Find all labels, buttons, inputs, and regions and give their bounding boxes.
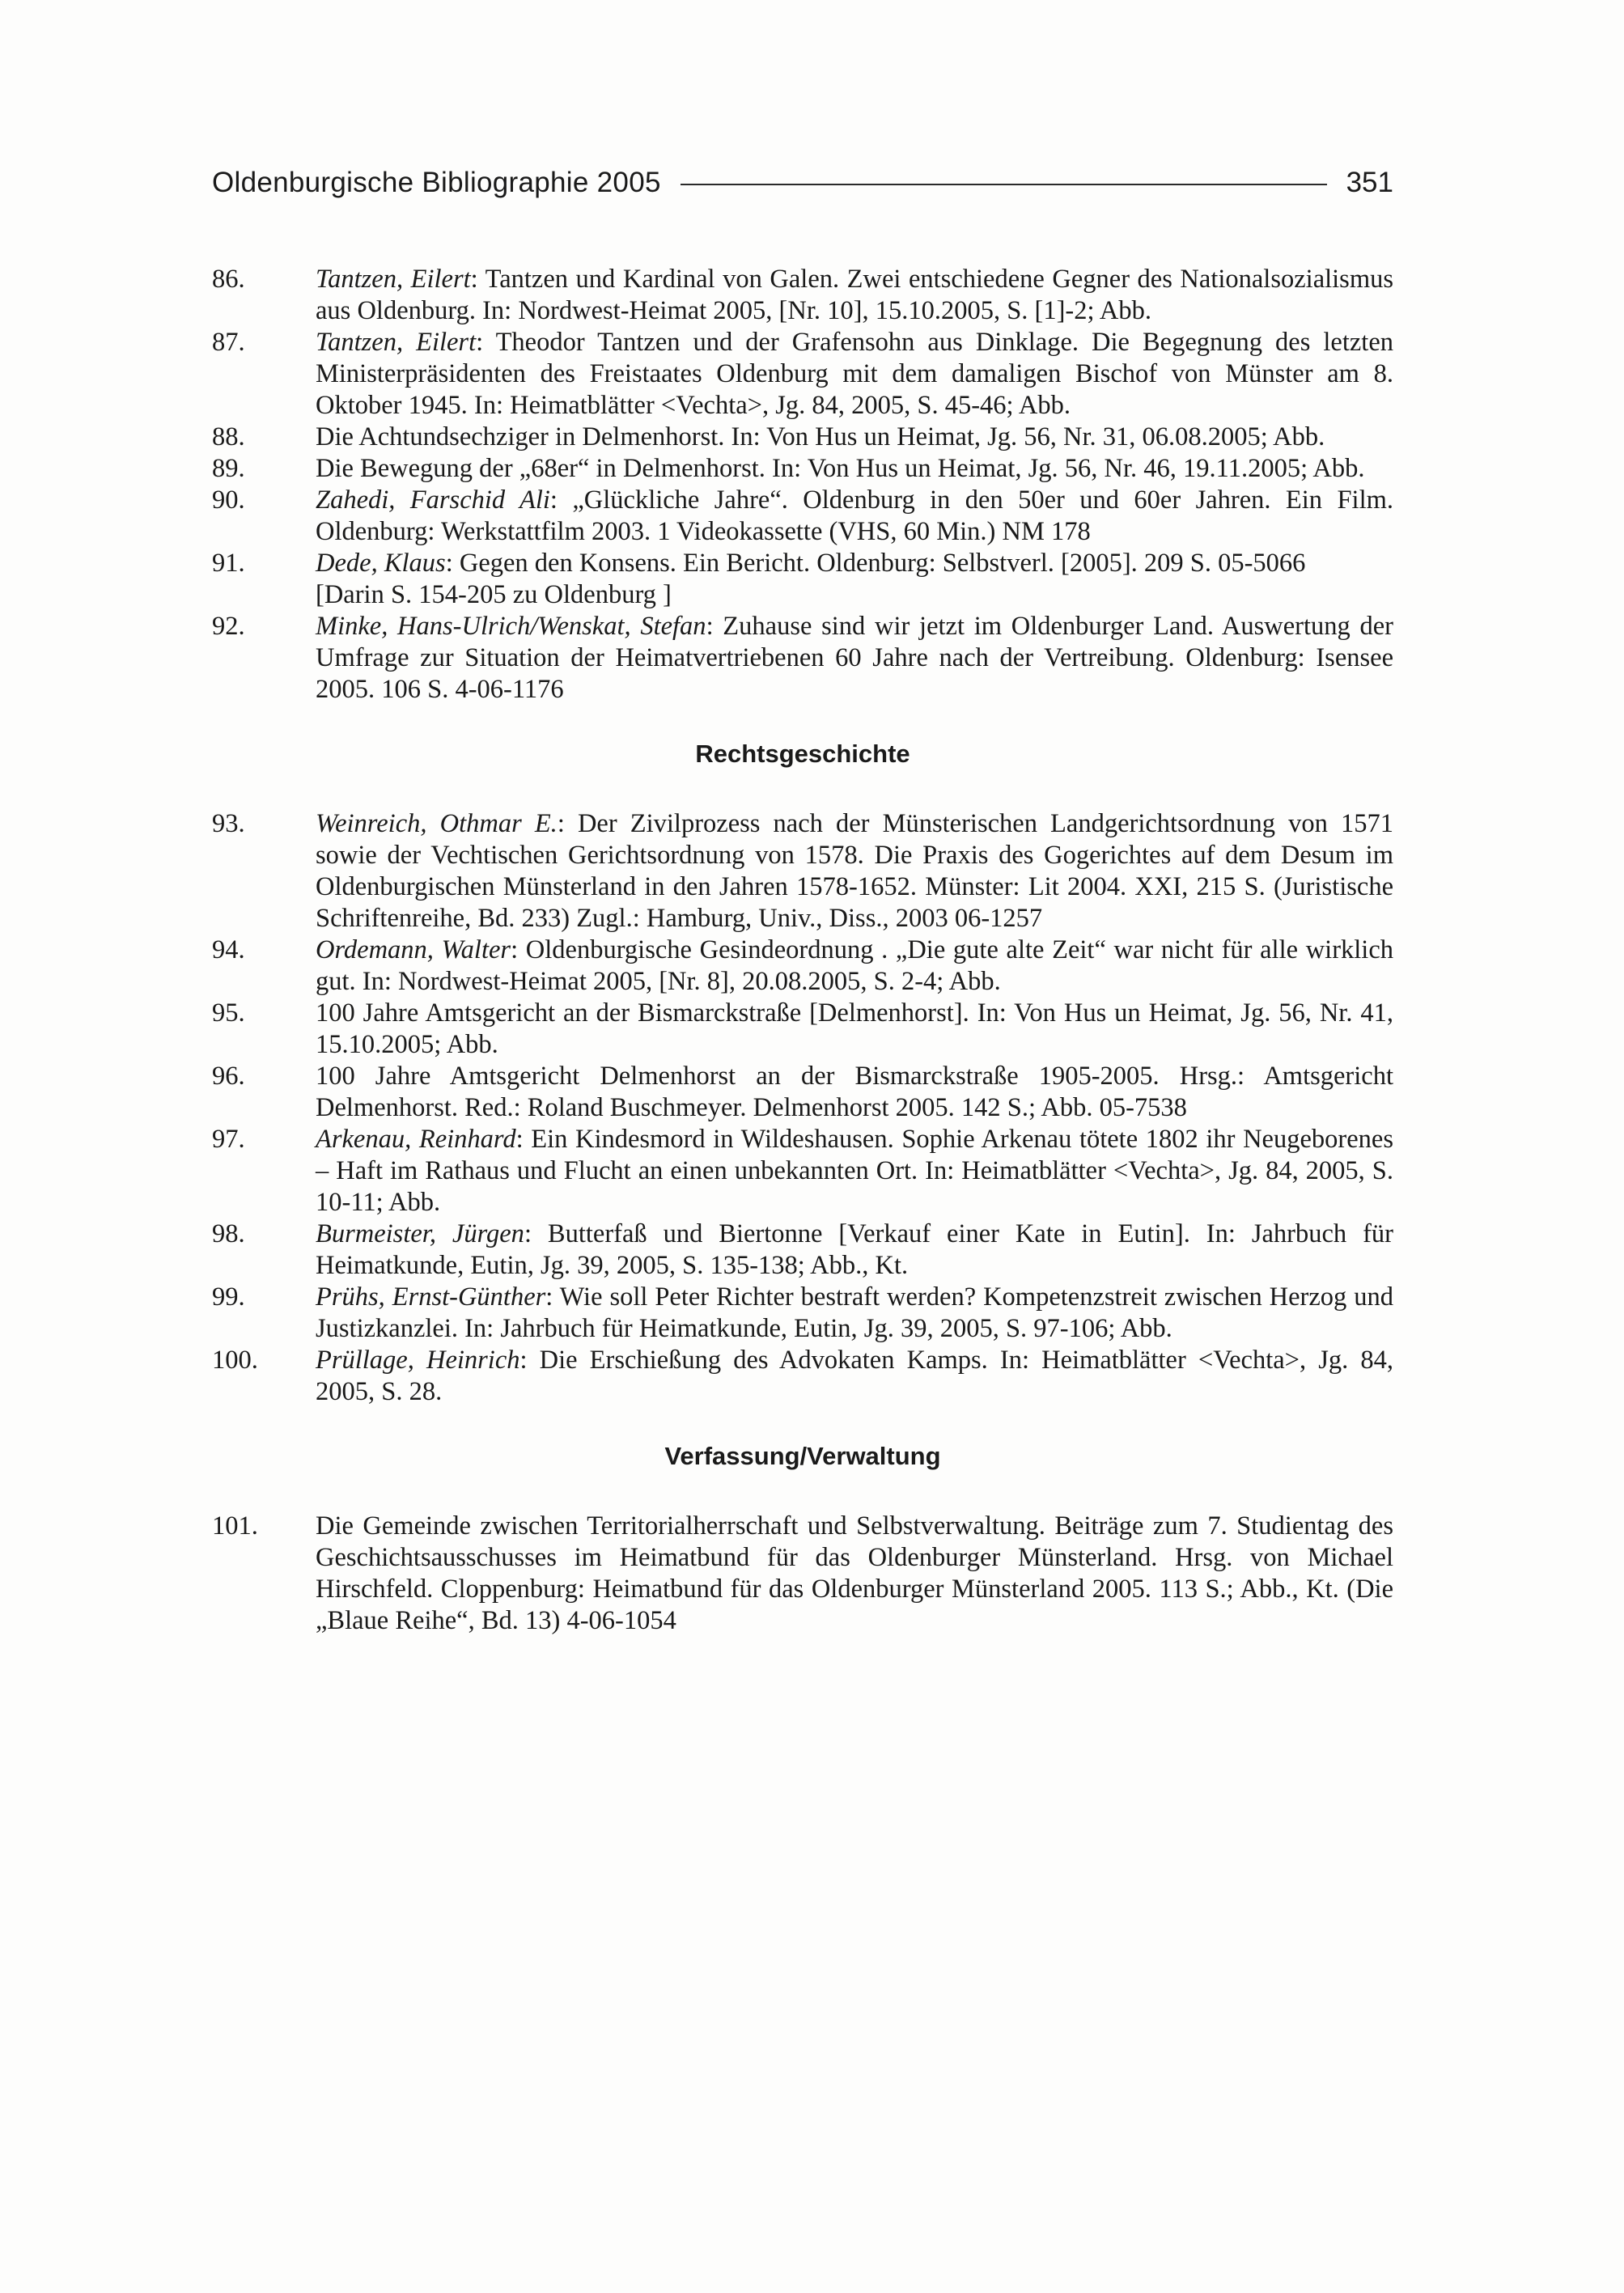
entry-citation: [316, 453, 1393, 485]
entry-body: [316, 264, 1393, 327]
entry-number: 90.: [212, 485, 245, 515]
bibliography-entry: [212, 1345, 1393, 1408]
header-rule: [681, 184, 1327, 185]
entry-citation: [316, 611, 1393, 706]
bibliography-entry: [212, 808, 1393, 935]
entry-body: [316, 935, 1393, 998]
entry-text: : Tantzen und Kardinal von Galen. Zwei entschiedene Gegner des Nationalsozialismus aus Oldenburg. In: Nordwest-Heimat 2005, [Nr. 10], 15.10.2005, S. [1]-2; Abb.: [316, 265, 1393, 325]
entry-text: : Zuhause sind wir jetzt im Oldenburger Land. Auswertung der Umfrage zur Situation der Heimatvertriebenen 60 Jahre nach der Vertreibung. Oldenburg: Isensee 2005. 106 S. 4-06-1176: [316, 612, 1393, 704]
entry-citation: [316, 548, 1393, 579]
entry-citation: [316, 935, 1393, 998]
bibliography-entry: [212, 935, 1393, 998]
bibliography-entry: [212, 327, 1393, 422]
entry-author: Burmeister, Jürgen: [316, 1219, 524, 1248]
entry-number: 99.: [212, 1282, 245, 1312]
entry-number: 101.: [212, 1511, 258, 1541]
entry-author: Minke, Hans-Ulrich/Wenskat, Stefan: [316, 612, 706, 641]
bibliography-entry: [212, 548, 1393, 611]
entry-author: Dede, Klaus: [316, 549, 446, 578]
bibliography-entry: [212, 611, 1393, 706]
entry-number: 86.: [212, 265, 245, 294]
page-number: 351: [1346, 167, 1393, 198]
entry-text: Die Achtundsechziger in Delmenhorst. In: Von Hus un Heimat, Jg. 56, Nr. 31, 06.08.2005; Abb.: [316, 422, 1325, 451]
entry-body: [316, 808, 1393, 935]
entry-text: : Theodor Tantzen und der Grafensohn aus Dinklage. Die Begegnung des letzten Ministerpräsidenten des Freistaates Oldenburg mit dem damaligen Bischof von Münster am 8. Oktober 1945. In: Heimatblätter <Vechta>, Jg. 84, 2005, S. 45-46; Abb.: [316, 328, 1393, 420]
entry-body: [316, 1219, 1393, 1282]
section-heading: Rechtsgeschichte: [695, 740, 910, 768]
entry-citation: [316, 1061, 1393, 1124]
entry-citation: [316, 422, 1393, 453]
running-header: [212, 159, 1393, 207]
bibliography-entry: [212, 1219, 1393, 1282]
entry-body: [316, 422, 1393, 453]
bibliography-entry: [212, 264, 1393, 327]
bibliography-entry: [212, 1124, 1393, 1219]
entry-body: [316, 453, 1393, 485]
bibliography-entry: [212, 1282, 1393, 1345]
entry-author: Prüllage, Heinrich: [316, 1346, 520, 1375]
entry-text: Die Gemeinde zwischen Territorialherrschaft und Selbstverwaltung. Beiträge zum 7. Studientag des Geschichtsausschusses im Heimatbund für das Oldenburger Münsterland. Hrsg. von Michael Hirschfeld. Cloppenburg: Heimatbund für das Oldenburger Münsterland 2005. 113 S.; Abb., Kt. (Die „Blaue Reihe“, Bd. 13) 4-06-1054: [316, 1511, 1393, 1635]
entry-body: [316, 485, 1393, 548]
entry-body: [316, 1061, 1393, 1124]
entry-author: Ordemann, Walter: [316, 935, 511, 964]
entry-number: 96.: [212, 1062, 245, 1091]
entry-body: [316, 611, 1393, 706]
entry-body: [316, 1124, 1393, 1219]
entry-citation: [316, 1511, 1393, 1637]
entry-text: : Ein Kindesmord in Wildeshausen. Sophie Arkenau tötete 1802 ihr Neugeborenes – Haft im Rathaus und Flucht an einen unbekannten Ort. In: Heimatblätter <Vechta>, Jg. 84, 2005, S. 10-11; Abb.: [316, 1125, 1393, 1217]
entry-number: 97.: [212, 1125, 245, 1154]
bibliography-entry: [212, 998, 1393, 1061]
entry-text: Die Bewegung der „68er“ in Delmenhorst. In: Von Hus un Heimat, Jg. 56, Nr. 46, 19.11.2005; Abb.: [316, 454, 1365, 483]
entry-author: Tantzen, Eilert: [316, 328, 477, 357]
entry-citation: [316, 1345, 1393, 1408]
entry-body: [316, 1511, 1393, 1637]
bibliography-entry: [212, 453, 1393, 485]
entry-citation: [316, 485, 1393, 548]
entry-number: 95.: [212, 998, 245, 1028]
entry-text: : Wie soll Peter Richter bestraft werden? Kompetenzstreit zwischen Herzog und Justizkanzlei. In: Jahrbuch für Heimatkunde, Eutin, Jg. 39, 2005, S. 97-106; Abb.: [316, 1282, 1393, 1343]
bibliography-entry: [212, 485, 1393, 548]
bibliography-entry: [212, 1511, 1393, 1637]
entry-text: : Die Erschießung des Advokaten Kamps. In: Heimatblätter <Vechta>, Jg. 84, 2005, S. 28.: [316, 1346, 1393, 1406]
entry-number: 100.: [212, 1346, 258, 1375]
entry-text: : Oldenburgische Gesindeordnung . „Die gute alte Zeit“ war nicht für alle wirklich gut. In: Nordwest-Heimat 2005, [Nr. 8], 20.08.2005, S. 2-4; Abb.: [316, 935, 1394, 996]
entry-citation: [316, 264, 1393, 327]
entry-author: Tantzen, Eilert: [316, 265, 471, 294]
entry-text: : Butterfaß und Biertonne [Verkauf einer Kate in Eutin]. In: Jahrbuch für Heimatkunde, Eutin, Jg. 39, 2005, S. 135-138; Abb., Kt.: [316, 1219, 1393, 1280]
entry-text: : Gegen den Konsens. Ein Bericht. Oldenburg: Selbstverl. [2005]. 209 S. 05-5066: [445, 549, 1306, 578]
entry-text: : „Glückliche Jahre“. Oldenburg in den 50er und 60er Jahren. Ein Film. Oldenburg: Werkstattfilm 2003. 1 Videokassette (VHS, 60 Min.) NM 178: [316, 485, 1393, 546]
entry-author: Weinreich, Othmar E.: [316, 809, 558, 838]
entry-number: 92.: [212, 612, 245, 641]
entry-number: 89.: [212, 454, 245, 483]
entry-citation: [316, 808, 1393, 935]
entry-number: 93.: [212, 809, 245, 838]
entry-body: [316, 548, 1393, 611]
entry-citation: [316, 327, 1393, 422]
running-title: Oldenburgische Bibliographie 2005: [212, 167, 661, 198]
entry-text: 100 Jahre Amtsgericht Delmenhorst an der Bismarckstraße 1905-2005. Hrsg.: Amtsgericht Delmenhorst. Red.: Roland Buschmeyer. Delmenhorst 2005. 142 S.; Abb. 05-7538: [316, 1062, 1393, 1122]
section-heading: Verfassung/Verwaltung: [664, 1442, 941, 1470]
entry-author: Arkenau, Reinhard: [316, 1125, 516, 1154]
entry-citation: [316, 998, 1393, 1061]
entry-note: [Darin S. 154-205 zu Oldenburg ]: [316, 580, 672, 609]
bibliography-entry: [212, 1061, 1393, 1124]
entry-text: 100 Jahre Amtsgericht an der Bismarckstraße [Delmenhorst]. In: Von Hus un Heimat, Jg. 56, Nr. 41, 15.10.2005; Abb.: [316, 998, 1393, 1059]
entry-body: [316, 327, 1393, 422]
entry-number: 88.: [212, 422, 245, 451]
entry-number: 98.: [212, 1219, 245, 1248]
entry-text: : Der Zivilprozess nach der Münsterischen Landgerichtsordnung von 1571 sowie der Vechtischen Gerichtsordnung von 1578. Die Praxis des Gogerichtes auf dem Desum im Oldenburgischen Münsterland in den Jahren 1578-1652. Münster: Lit 2004. XXI, 215 S. (Juristische Schriftenreihe, Bd. 233) Zugl.: Hamburg, Univ., Diss., 2003 06-1257: [316, 809, 1393, 933]
bibliography-content: [212, 264, 1393, 1637]
entry-number: 91.: [212, 549, 245, 578]
entry-body: [316, 1345, 1393, 1408]
entry-body: [316, 1282, 1393, 1345]
entry-citation: [316, 1219, 1393, 1282]
bibliography-entry: [212, 422, 1393, 453]
entry-author: Zahedi, Farschid Ali: [316, 485, 550, 515]
entry-number: 94.: [212, 935, 245, 964]
entry-citation: [316, 1282, 1393, 1345]
entry-number: 87.: [212, 328, 245, 357]
entry-author: Prühs, Ernst-Günther: [316, 1282, 546, 1312]
entry-citation: [316, 1124, 1393, 1219]
entry-body: [316, 998, 1393, 1061]
